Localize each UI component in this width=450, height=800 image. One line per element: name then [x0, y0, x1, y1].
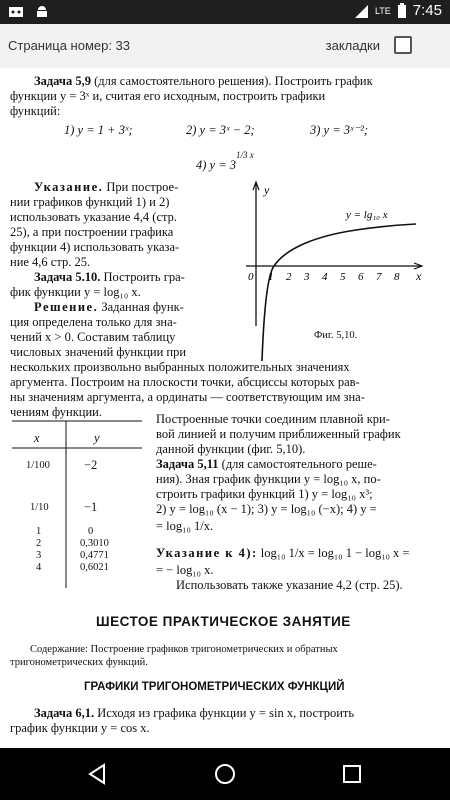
task-5-11-line-2: ния). Зная график функции y = log₁₀ x, по- [156, 472, 381, 486]
signal-icon [353, 3, 369, 19]
table-row-4-x: 2 [36, 538, 42, 549]
page-number-label: Страница номер: 33 [8, 38, 131, 53]
table-row-6-y: 0,6021 [80, 562, 109, 573]
task-5-9-line-2: функции y = 3ˣ и, считая его исходным, построить графики [10, 89, 326, 103]
right-text-line-1: Построенные точки соединим плавной кри- [156, 412, 390, 426]
task-5-11-line-5: = log₁₀ 1/x. [156, 519, 214, 533]
table-row-6-x: 4 [36, 562, 42, 573]
solution-line-1: Решение. Заданная функ- [34, 300, 184, 314]
table-row-1-y: −2 [84, 458, 98, 472]
x-tick-2: 2 [286, 271, 292, 283]
hint-line-2: нии графиков функций 1) и 2) [10, 195, 170, 209]
app-bar [0, 24, 450, 68]
task-5-10-line-2: фик функции y = log₁₀ x. [10, 285, 141, 299]
right-text-line-2: вой линией и получим приближенный график [156, 427, 401, 441]
contents-line-1: Содержание: Построение графиков тригонометрических и обратных [30, 644, 338, 655]
document-page [0, 68, 450, 748]
solution-line-2: ция определена только для зна- [10, 315, 177, 329]
y-axis-label: y [264, 183, 270, 197]
table-row-2-y: −1 [84, 500, 98, 514]
x-tick-1: 1 [268, 271, 274, 283]
hint-line-3: использовать указание 4,4 (стр. [10, 210, 177, 224]
table-header-x: x [34, 431, 40, 445]
figure-caption: Фиг. 5,10. [314, 330, 358, 341]
battery-icon [397, 3, 407, 19]
navigation-bar [0, 748, 450, 800]
formula-3: 3) y = 3ˣ⁻²; [310, 123, 369, 137]
table-header-y: y [94, 431, 100, 445]
task-5-10-line-1: Задача 5.10. Построить гра- [34, 270, 185, 284]
task-5-11-line-4: 2) y = log₁₀ (x − 1); 3) y = log₁₀ (−x); 4) y = [156, 502, 377, 516]
hint-line-4: 25), а при построении графика [10, 225, 174, 239]
x-tick-5: 5 [340, 271, 346, 283]
formula-4: 4) $y = 3^{1/3 x}$ [196, 150, 254, 173]
solution-line-4: числовых значений функции при [10, 345, 187, 359]
table-row-3-x: 1 [36, 526, 42, 537]
network-type: LTE [374, 5, 391, 16]
task-5-9-line-1: Задача 5,9 (для самостоятельного решения). Построить график [34, 74, 373, 88]
paragraph-line-2: аргумента. Построим на плоскости точки, абсциссы которых рав- [10, 375, 360, 389]
table-row-5-y: 0,4771 [80, 550, 109, 561]
back-icon[interactable] [86, 762, 110, 786]
table-row-5-x: 3 [36, 550, 42, 561]
recents-icon[interactable] [340, 762, 364, 786]
hint-line-6: ние 4,6 стр. 25. [10, 255, 91, 269]
paragraph-line-1: нескольких произвольно выбранных положительных значениях [10, 360, 350, 374]
hint-4-line-3: Использовать также указание 4,2 (стр. 25). [176, 578, 403, 592]
paragraph-line-4: чениям функции. [10, 405, 102, 419]
task-5-9-line-3: функций: [10, 104, 61, 118]
x-tick-7: 7 [376, 271, 382, 283]
formula-2: 2) y = 3ˣ − 2; [186, 123, 255, 137]
section-title: ГРАФИКИ ТРИГОНОМЕТРИЧЕСКИХ ФУНКЦИЙ [84, 681, 345, 693]
curve-label: y = lg₁₀ x [346, 209, 388, 221]
x-tick-6: 6 [358, 271, 364, 283]
x-tick-8: 8 [394, 271, 400, 283]
contents-line-2: тригонометрических функций. [10, 657, 148, 668]
bookmark-checkbox[interactable] [394, 36, 412, 54]
hint-line-5: функции 4) использовать указа- [10, 240, 180, 254]
paragraph-line-3: ны значениям аргумента, а ординаты — соответствующим им зна- [10, 390, 365, 404]
table-row-2-x: 1/10 [30, 502, 49, 513]
task-6-1-line-1: Задача 6,1. Исходя из графика функции y = sin x, построить [34, 706, 355, 720]
table-row-3-y: 0 [88, 526, 94, 537]
home-icon[interactable] [213, 762, 237, 786]
hint-4-line-1: Указание к 4): log₁₀ 1/x = log₁₀ 1 − log₁₀ x = [156, 546, 410, 560]
origin-label: 0 [248, 271, 254, 283]
table-row-4-y: 0,3010 [80, 538, 109, 549]
solution-line-3: чений x > 0. Составим таблицу [10, 330, 176, 344]
task-5-11-line-3: строить графики функций 1) y = log₁₀ x³; [156, 487, 373, 501]
android-icon [34, 4, 50, 20]
task-5-11-line-1: Задача 5,11 (для самостоятельного реше- [156, 457, 377, 471]
lesson-title: ШЕСТОЕ ПРАКТИЧЕСКОЕ ЗАНЯТИЕ [96, 614, 351, 629]
x-tick-3: 3 [304, 271, 310, 283]
clock: 7:45 [412, 2, 442, 19]
hint-line-1: Указание. При построе- [34, 180, 179, 194]
x-tick-labels [268, 271, 400, 283]
app-notification-icon [8, 4, 24, 20]
status-bar [0, 0, 450, 24]
formula-1: 1) y = 1 + 3ˣ; [64, 123, 133, 137]
hint-4-line-2: = − log₁₀ x. [156, 563, 214, 577]
x-axis-label: x [416, 269, 422, 283]
bookmark-label: закладки [325, 38, 380, 53]
x-tick-4: 4 [322, 271, 328, 283]
table-row-1-x: 1/100 [26, 460, 50, 471]
right-text-line-3: данной функции (фиг. 5,10). [156, 442, 306, 456]
task-6-1-line-2: график функции y = cos x. [10, 721, 150, 735]
